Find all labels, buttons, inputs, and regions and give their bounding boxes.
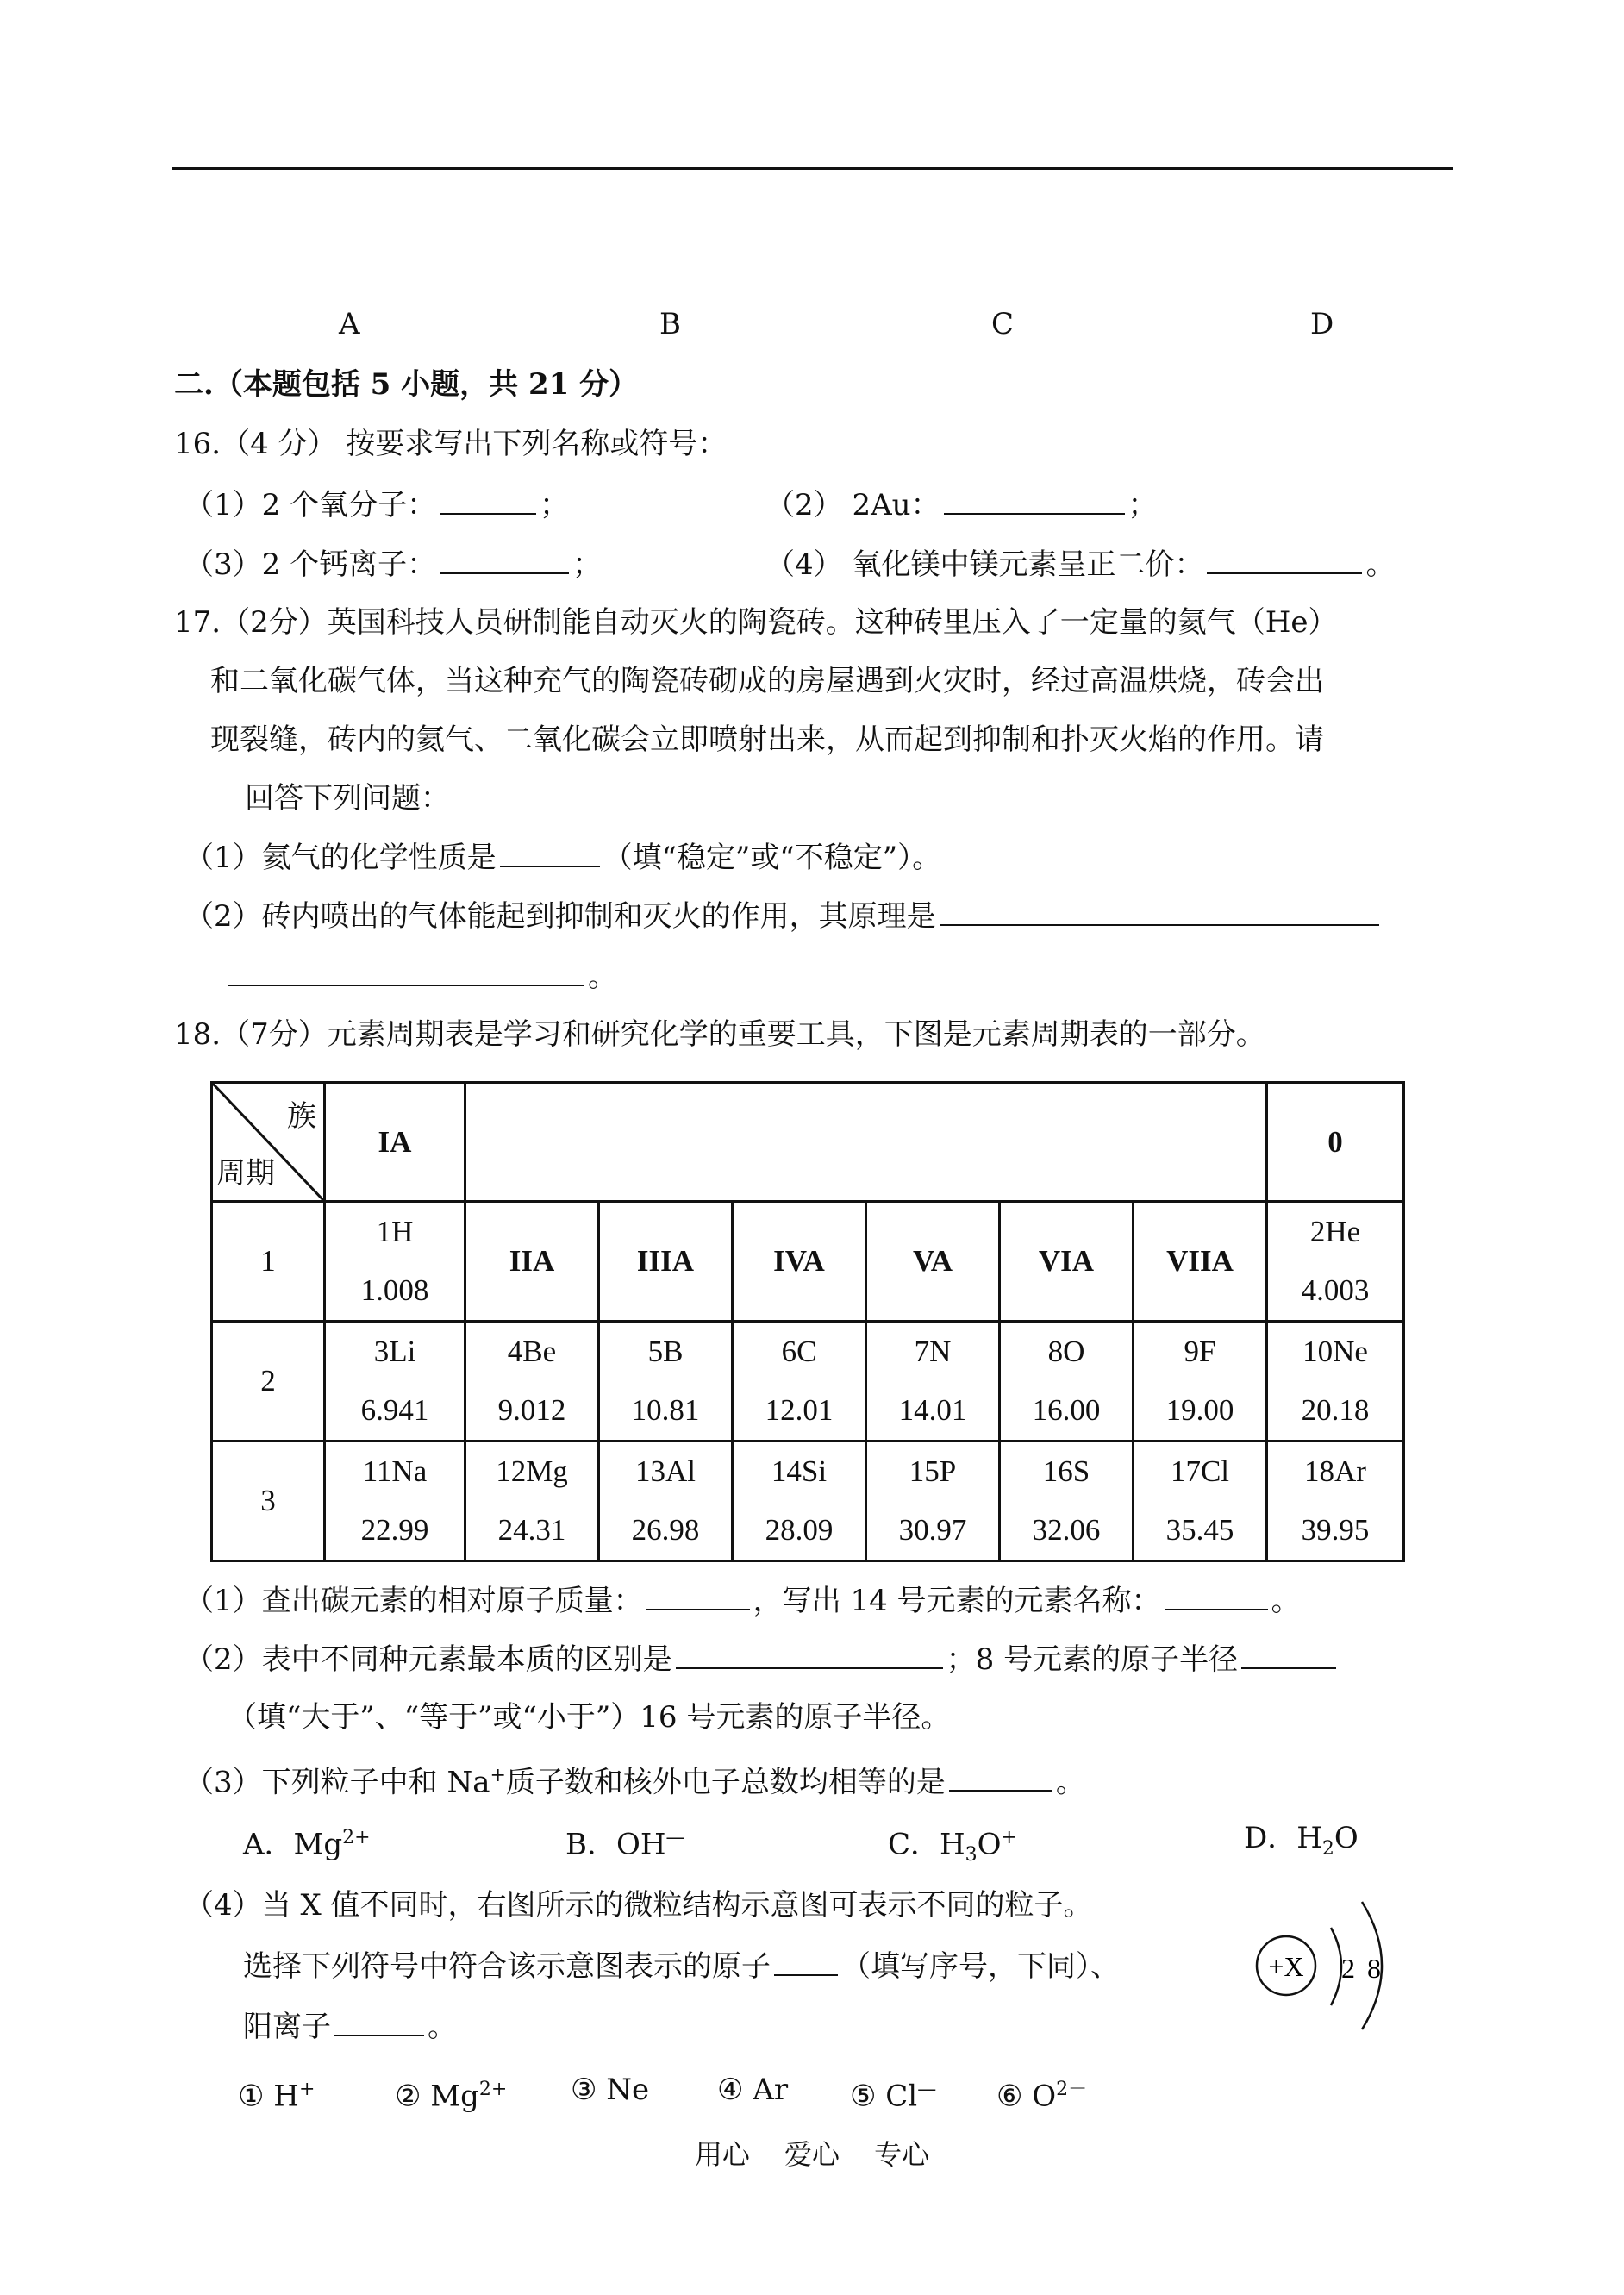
element-cell: 11Na 22.99 [325, 1441, 465, 1561]
element-cell: 12Mg 24.31 [465, 1441, 599, 1561]
answer-blank[interactable] [944, 487, 1125, 515]
option-d-label: D [1310, 307, 1334, 341]
element-cell: 3Li 6.941 [325, 1322, 465, 1441]
q16-part3: （3）2 个钙离子： ； [184, 547, 603, 582]
page-footer: 用心 爱心 专心 [694, 2138, 930, 2171]
q18-part4-line2: 选择下列符号中符合该示意图表示的原子 （填写序号，下同）、 [243, 1949, 1120, 1984]
q18-stem: 18.（7分）元素周期表是学习和研究化学的重要工具，下图是元素周期表的一部分。 [174, 1017, 1265, 1052]
table-gap [465, 1083, 1267, 1202]
symbol-option: ② $Mg^{2+}$ [395, 2079, 508, 2114]
option-a-label: A [339, 307, 360, 341]
section-title: 二.（本题包括 5 小题，共 21 分） [174, 367, 639, 402]
element-cell: 16S 32.06 [1000, 1441, 1134, 1561]
q18-part1: （1）查出碳元素的相对原子质量： ，写出 14 号元素的元素名称： 。 [184, 1584, 1301, 1618]
periodic-table [210, 1081, 1405, 1562]
period-1-label: 1 [212, 1202, 325, 1322]
answer-blank[interactable] [500, 840, 600, 867]
element-cell: 10Ne 20.18 [1267, 1322, 1404, 1441]
answer-blank[interactable] [940, 898, 1379, 926]
element-cell: 2He 4.003 [1267, 1202, 1404, 1322]
shell-2-count: 8 [1367, 1953, 1381, 1984]
group-header: IIA [465, 1202, 599, 1322]
group-0-header: 0 [1267, 1083, 1404, 1202]
q18-part2: （2）表中不同种元素最本质的区别是 ；8 号元素的原子半径 [184, 1642, 1340, 1677]
answer-blank[interactable] [228, 959, 584, 986]
element-cell: 17Cl 35.45 [1134, 1441, 1267, 1561]
group-header: VIIA [1134, 1202, 1267, 1322]
electron-shell-1 [1331, 1928, 1341, 2005]
element-cell: 14Si 28.09 [733, 1441, 866, 1561]
q17-line2: 和二氧化碳气体，当这种充气的陶瓷砖砌成的房屋遇到火灾时，经过高温烘烧，砖会出 [210, 664, 1324, 698]
q18-part4-line1: （4）当 X 值不同时，右图所示的微粒结构示意图可表示不同的粒子。 [184, 1888, 1093, 1923]
group-header: IVA [733, 1202, 866, 1322]
answer-blank[interactable] [334, 2009, 424, 2036]
answer-blank[interactable] [646, 1583, 750, 1610]
header-rule [172, 167, 1453, 170]
answer-blank[interactable] [1165, 1583, 1268, 1610]
choice-c: C．$H_3O^+$ [888, 1827, 1017, 1867]
q18-part2-line2: （填“大于”、“等于”或“小于”）16 号元素的原子半径。 [228, 1700, 951, 1735]
choice-a: A．$Mg^{2+}$ [243, 1827, 371, 1862]
element-cell: 8O 16.00 [1000, 1322, 1134, 1441]
group-header: VIA [1000, 1202, 1134, 1322]
symbol-option: ⑥ $O^{2-}$ [996, 2079, 1088, 2114]
answer-blank[interactable] [1207, 547, 1362, 574]
q17-part2-cont: 。 [228, 959, 617, 994]
symbol-option: ③ Ne [571, 2073, 650, 2107]
period-3-label: 3 [212, 1441, 325, 1561]
answer-blank[interactable] [440, 487, 536, 515]
q16-part2: （2） 2Au： ； [765, 488, 1158, 522]
answer-blank[interactable] [676, 1642, 943, 1669]
q16-stem: 16.（4 分） 按要求写出下列名称或符号： [174, 427, 728, 461]
period-header-label: 周期 [216, 1156, 275, 1191]
q17-line3: 现裂缝，砖内的氦气、二氧化碳会立即喷射出来，从而起到抑制和扑灭火焰的作用。请 [210, 722, 1324, 757]
element-cell: 7N 14.01 [866, 1322, 1000, 1441]
group-header-label: 族 [287, 1099, 316, 1134]
atom-structure-diagram [1250, 1886, 1405, 2042]
q17-line4: 回答下列问题： [245, 781, 450, 816]
symbol-option: ④ Ar [717, 2073, 789, 2107]
option-c-label: C [991, 307, 1015, 341]
group-ia-header: IA [325, 1083, 465, 1202]
q18-part4-line3: 阳离子 。 [243, 2010, 457, 2044]
answer-blank[interactable] [774, 1948, 838, 1976]
choice-d: D．$H_2O$ [1244, 1821, 1359, 1860]
element-cell: 13Al 26.98 [599, 1441, 733, 1561]
option-b-label: B [659, 307, 681, 341]
q17-part1: （1）氦气的化学性质是 （填“稳定”或“不稳定”）。 [184, 841, 942, 875]
answer-blank[interactable] [440, 547, 569, 574]
q18-part3: （3）下列粒子中和 Na+质子数和核外电子总数均相等的是 。 [184, 1765, 1085, 1800]
group-header: VA [866, 1202, 1000, 1322]
nucleus-label: +X [1268, 1951, 1304, 1982]
q16-part1: （1）2 个氧分子： ； [184, 488, 570, 522]
element-cell: 9F 19.00 [1134, 1322, 1267, 1441]
element-cell: 18Ar 39.95 [1267, 1441, 1404, 1561]
answer-blank[interactable] [1241, 1642, 1336, 1669]
element-cell: 4Be 9.012 [465, 1322, 599, 1441]
q17-line1: 17.（2分）英国科技人员研制能自动灭火的陶瓷砖。这种砖里压入了一定量的氦气（He） [174, 605, 1338, 640]
q16-part4: （4） 氧化镁中镁元素呈正二价： 。 [765, 547, 1396, 582]
shell-1-count: 2 [1341, 1953, 1355, 1984]
element-cell: 15P 30.97 [866, 1441, 1000, 1561]
element-cell: 6C 12.01 [733, 1322, 866, 1441]
symbol-option: ⑤ Cl— [850, 2079, 937, 2114]
group-header: IIIA [599, 1202, 733, 1322]
table-corner-header [212, 1083, 325, 1202]
q17-part2: （2）砖内喷出的气体能起到抑制和灭火的作用，其原理是 [184, 898, 1383, 934]
period-2-label: 2 [212, 1322, 325, 1441]
element-cell: 5B 10.81 [599, 1322, 733, 1441]
choice-b: B．OH— [565, 1827, 685, 1862]
element-cell: 1H 1.008 [325, 1202, 465, 1322]
answer-blank[interactable] [949, 1764, 1052, 1792]
symbol-option: ① H+ [238, 2079, 315, 2114]
